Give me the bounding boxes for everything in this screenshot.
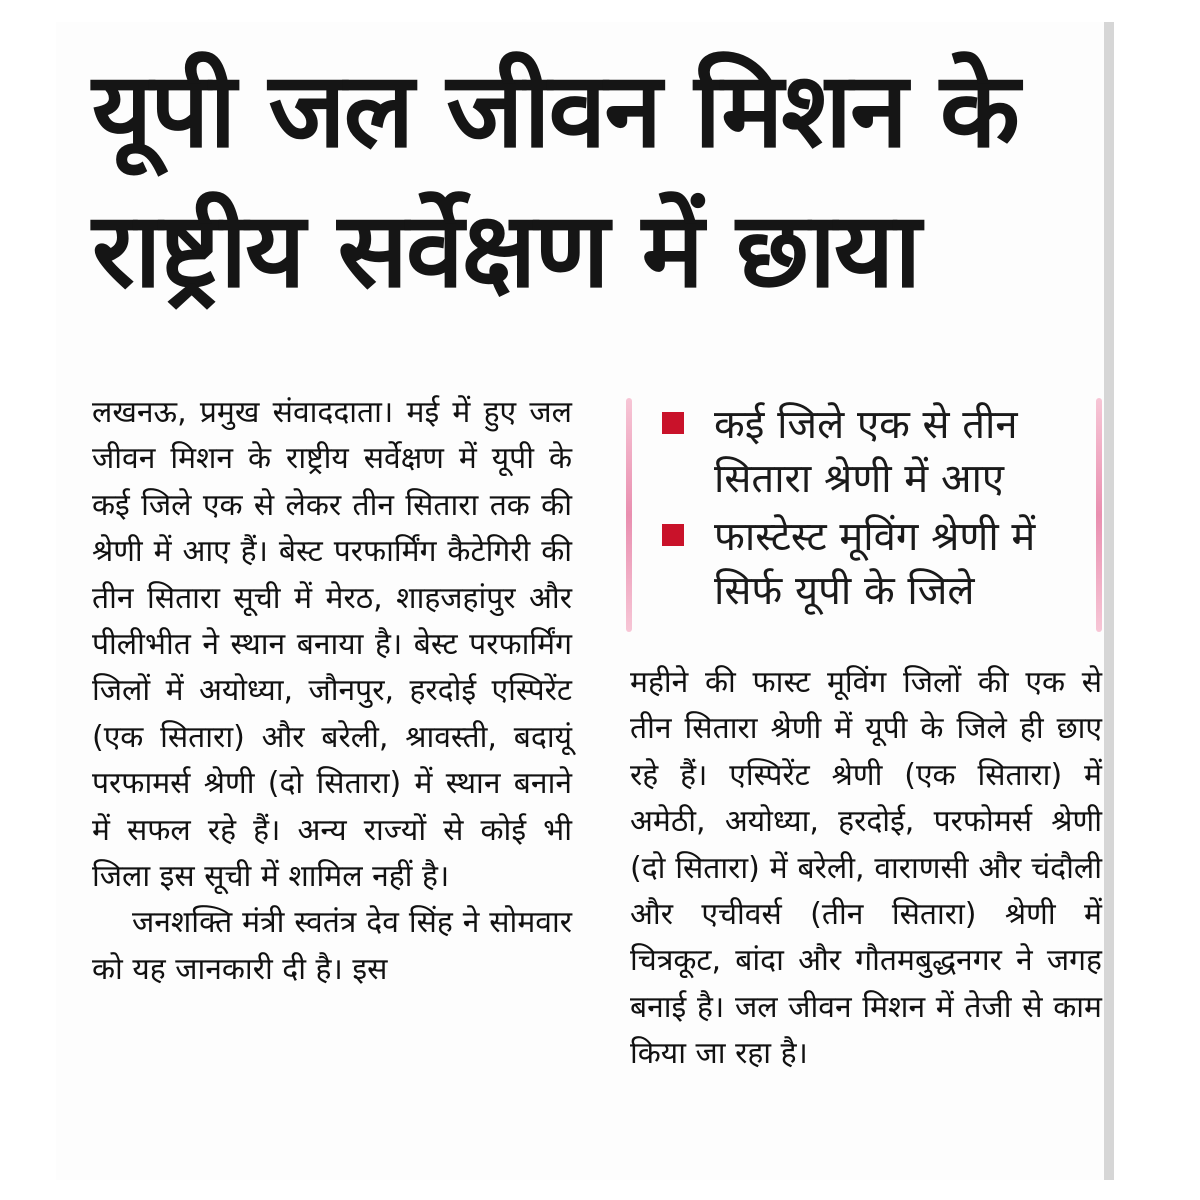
highlight-bullet [626, 510, 1102, 618]
headline-line-2: राष्ट्रीय सर्वेक्षण में छाया [92, 189, 920, 311]
bullet-text-line: सिर्फ यूपी के जिले [714, 568, 975, 614]
highlight-box [626, 398, 1102, 632]
bullet-text-line: कई जिले एक से तीन [714, 402, 1018, 448]
red-square-bullet-icon [662, 412, 684, 434]
article-column-left [92, 390, 572, 993]
highlight-bullet [626, 398, 1102, 506]
red-square-bullet-icon [662, 524, 684, 546]
article-paragraph: लखनऊ, प्रमुख संवाददाता। मई में हुए जल जीवन मिशन के राष्ट्रीय सर्वेक्षण में यूपी के कई जिले एक से लेकर तीन सितारा तक की श्रेणी में आए हैं। बेस्ट परफार्मिंग कैटेगिरी की तीन सितारा सूची में मेरठ, शाहजहांपुर और पीलीभीत ने स्थान बनाया है। बेस्ट परफार्मिंग जिलों में अयोध्या, जौनपुर, हरदोई एस्पिरेंट (एक सितारा) और बरेली, श्रावस्ती, बदायूं परफामर्स श्रेणी (दो सितारा) में स्थान बनाने में सफल रहे हैं। अन्य राज्यों से कोई भी जिला इस सूची में शामिल नहीं है। [92, 395, 572, 895]
headline [92, 40, 1102, 320]
article-paragraph: जनशक्ति मंत्री स्वतंत्र देव सिंह ने सोमवार को यह जानकारी दी है। इस [92, 905, 572, 987]
page-edge [1104, 22, 1114, 1180]
article-paragraph: महीने की फास्ट मूविंग जिलों की एक से तीन सितारा श्रेणी में यूपी के जिले ही छाए रहे हैं। एस्पिरेंट श्रेणी (एक सितारा) में अमेठी, अयोध्या, हरदोई, परफोमर्स श्रेणी (दो सितारा) में बरेली, वाराणसी और चंदौली और एचीवर्स (तीन सितारा) श्रेणी में चित्रकूट, बांदा और गौतमबुद्धनगर ने जगह बनाई है। जल जीवन मिशन में तेजी से काम किया जा रहा है। [630, 665, 1102, 1072]
bullet-text-line: फास्टेस्ट मूविंग श्रेणी में [714, 514, 1036, 560]
headline-line-1: यूपी जल जीवन मिशन के [92, 49, 1018, 171]
bullet-text-line: सितारा श्रेणी में आए [714, 456, 1004, 502]
article-column-right [630, 660, 1102, 1078]
